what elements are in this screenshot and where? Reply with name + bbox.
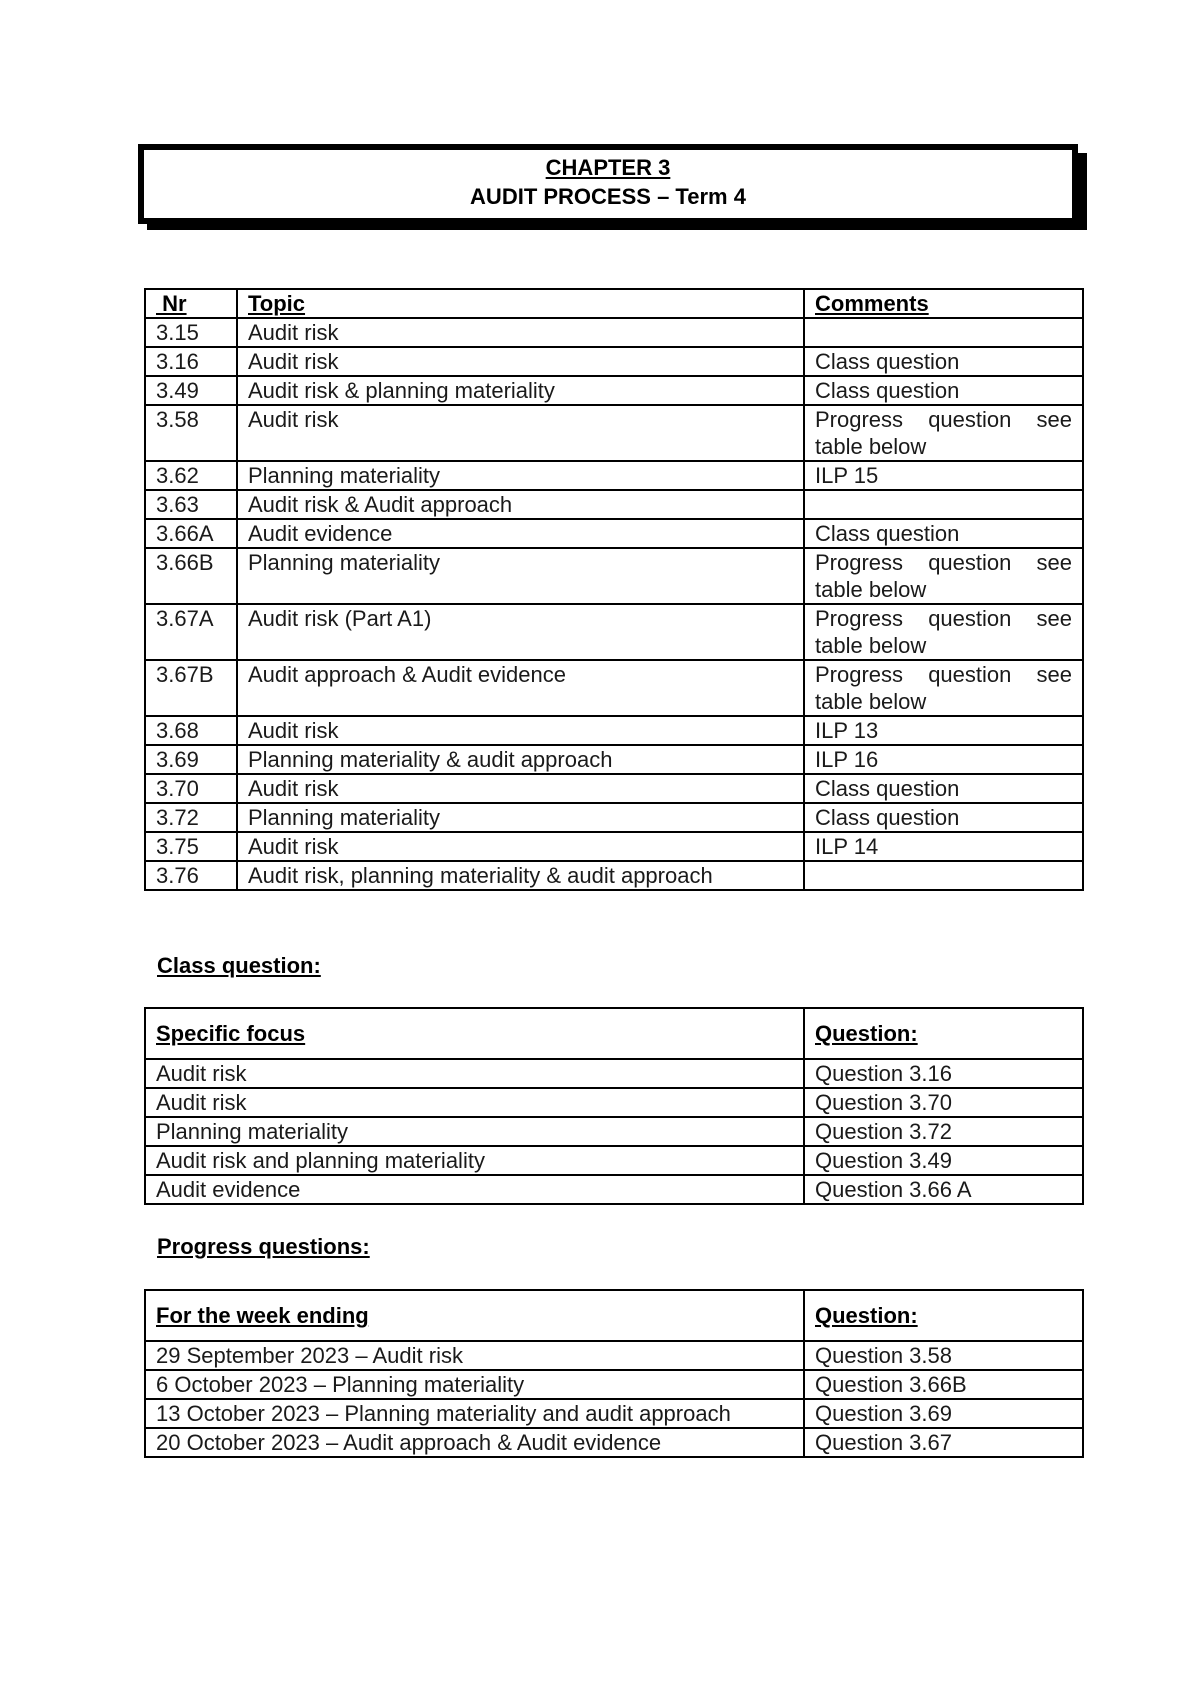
topic-cell: Planning materiality <box>237 548 804 604</box>
comment-cell <box>804 861 1083 890</box>
nr-cell: 3.49 <box>145 376 237 405</box>
question-cell: Question 3.66B <box>804 1370 1083 1399</box>
topic-cell: Audit risk <box>237 318 804 347</box>
table-row <box>145 832 1083 861</box>
week-cell: 29 September 2023 – Audit risk <box>145 1341 804 1370</box>
chapter-heading-box <box>138 144 1078 230</box>
nr-cell: 3.72 <box>145 803 237 832</box>
question-cell: Question 3.58 <box>804 1341 1083 1370</box>
progress-header-row <box>145 1290 1083 1341</box>
chapter-subtitle: AUDIT PROCESS – Term 4 <box>470 184 746 209</box>
comment-cell: Progress question see table below <box>804 660 1083 716</box>
topic-cell: Audit risk (Part A1) <box>237 604 804 660</box>
comment-cell: Class question <box>804 376 1083 405</box>
topic-cell: Audit risk <box>237 405 804 461</box>
table-row <box>145 660 1083 716</box>
topic-cell: Planning materiality & audit approach <box>237 745 804 774</box>
table-row <box>145 548 1083 604</box>
comment-cell: Class question <box>804 519 1083 548</box>
table-row <box>145 716 1083 745</box>
topic-cell: Audit risk <box>237 774 804 803</box>
heading-box-frame <box>138 144 1078 224</box>
nr-cell: 3.76 <box>145 861 237 890</box>
comment-cell: ILP 15 <box>804 461 1083 490</box>
comment-cell: ILP 13 <box>804 716 1083 745</box>
table-row <box>145 745 1083 774</box>
comment-cell: Class question <box>804 803 1083 832</box>
topic-cell: Audit risk, planning materiality & audit approach <box>237 861 804 890</box>
topic-cell: Planning materiality <box>237 803 804 832</box>
table-row <box>145 347 1083 376</box>
nr-cell: 3.69 <box>145 745 237 774</box>
chapter-title: CHAPTER 3 <box>545 155 671 180</box>
focus-cell: Audit risk <box>145 1059 804 1088</box>
question-cell: Question 3.69 <box>804 1399 1083 1428</box>
topics-header-row <box>145 289 1083 318</box>
topic-cell: Audit risk & planning materiality <box>237 376 804 405</box>
question-cell: Question 3.49 <box>804 1146 1083 1175</box>
table-row <box>145 490 1083 519</box>
progress-questions-table <box>144 1289 1084 1458</box>
question-cell: Question 3.70 <box>804 1088 1083 1117</box>
topic-cell: Audit approach & Audit evidence <box>237 660 804 716</box>
topic-cell: Planning materiality <box>237 461 804 490</box>
week-cell: 6 October 2023 – Planning materiality <box>145 1370 804 1399</box>
class-question-label: Class question: <box>157 953 321 978</box>
table-row <box>145 376 1083 405</box>
nr-cell: 3.66B <box>145 548 237 604</box>
table-row <box>145 1117 1083 1146</box>
table-row <box>145 803 1083 832</box>
table-row <box>145 1088 1083 1117</box>
nr-cell: 3.16 <box>145 347 237 376</box>
table-row <box>145 461 1083 490</box>
week-cell: 20 October 2023 – Audit approach & Audit evidence <box>145 1428 804 1457</box>
table-row <box>145 1059 1083 1088</box>
comment-cell: Class question <box>804 774 1083 803</box>
topic-cell: Audit risk <box>237 347 804 376</box>
nr-cell: 3.68 <box>145 716 237 745</box>
topics-table <box>144 288 1084 891</box>
question-cell: Question 3.72 <box>804 1117 1083 1146</box>
nr-cell: 3.70 <box>145 774 237 803</box>
header-comments: Comments <box>804 289 1083 318</box>
class-question-header-row <box>145 1008 1083 1059</box>
comment-cell <box>804 318 1083 347</box>
nr-cell: 3.66A <box>145 519 237 548</box>
table-row <box>145 1341 1083 1370</box>
progress-questions-label: Progress questions: <box>157 1234 370 1259</box>
comment-cell: Class question <box>804 347 1083 376</box>
focus-cell: Planning materiality <box>145 1117 804 1146</box>
class-question-table <box>144 1007 1084 1205</box>
nr-cell: 3.58 <box>145 405 237 461</box>
focus-cell: Audit risk and planning materiality <box>145 1146 804 1175</box>
table-row <box>145 1175 1083 1204</box>
comment-cell: ILP 16 <box>804 745 1083 774</box>
header-week-ending: For the week ending <box>145 1290 804 1341</box>
table-row <box>145 1428 1083 1457</box>
header-topic: Topic <box>237 289 804 318</box>
table-row <box>145 774 1083 803</box>
question-cell: Question 3.66 A <box>804 1175 1083 1204</box>
focus-cell: Audit evidence <box>145 1175 804 1204</box>
topic-cell: Audit risk <box>237 716 804 745</box>
nr-cell: 3.15 <box>145 318 237 347</box>
nr-cell: 3.63 <box>145 490 237 519</box>
focus-cell: Audit risk <box>145 1088 804 1117</box>
comment-cell: Progress question see table below <box>804 405 1083 461</box>
table-row <box>145 1399 1083 1428</box>
table-row <box>145 861 1083 890</box>
nr-cell: 3.62 <box>145 461 237 490</box>
week-cell: 13 October 2023 – Planning materiality and audit approach <box>145 1399 804 1428</box>
comment-cell: Progress question see table below <box>804 604 1083 660</box>
comment-cell <box>804 490 1083 519</box>
topic-cell: Audit evidence <box>237 519 804 548</box>
topic-cell: Audit risk <box>237 832 804 861</box>
header-nr: Nr <box>145 289 237 318</box>
table-row <box>145 405 1083 461</box>
comment-cell: Progress question see table below <box>804 548 1083 604</box>
nr-cell: 3.67B <box>145 660 237 716</box>
nr-cell: 3.67A <box>145 604 237 660</box>
table-row <box>145 318 1083 347</box>
table-row <box>145 604 1083 660</box>
table-row <box>145 519 1083 548</box>
header-question: Question: <box>804 1008 1083 1059</box>
comment-cell: ILP 14 <box>804 832 1083 861</box>
header-specific-focus: Specific focus <box>145 1008 804 1059</box>
question-cell: Question 3.67 <box>804 1428 1083 1457</box>
table-row <box>145 1370 1083 1399</box>
nr-cell: 3.75 <box>145 832 237 861</box>
header-question: Question: <box>804 1290 1083 1341</box>
topic-cell: Audit risk & Audit approach <box>237 490 804 519</box>
question-cell: Question 3.16 <box>804 1059 1083 1088</box>
table-row <box>145 1146 1083 1175</box>
